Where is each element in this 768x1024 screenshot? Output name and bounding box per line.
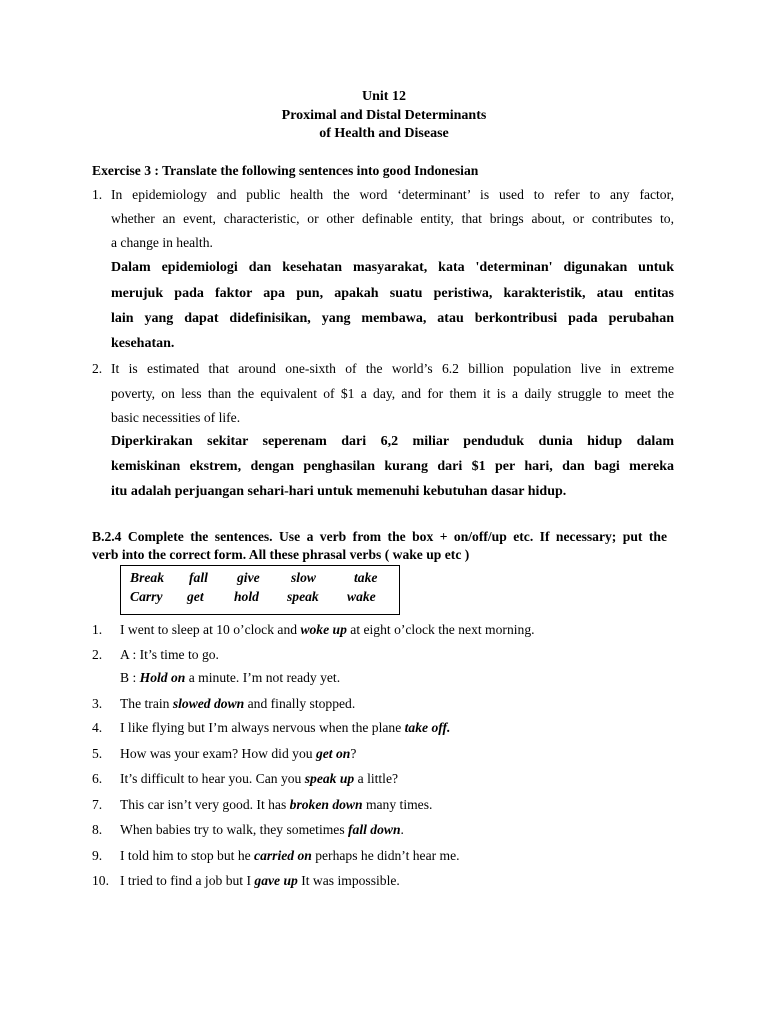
phrasal-verb-answer: speak up	[304, 771, 355, 786]
b24-item-number: 1.	[92, 622, 103, 637]
exercise3-en-line: poverty, on less than the equivalent of $1 a day, and for them it is a daily struggle to meet the	[111, 386, 674, 401]
sentence-text: I like flying but I’m always nervous when the plane	[120, 720, 405, 735]
exercise3-translation-line: kemiskinan ekstrem, dengan penghasilan kurang dari $1 per hari, dan bagi mereka	[111, 459, 674, 474]
verb-box-word: give	[237, 570, 260, 585]
b24-item-number: 2.	[92, 647, 103, 662]
exercise3-en-line: It is estimated that around one-sixth of the world’s 6.2 billion population live in extreme	[111, 361, 674, 376]
phrasal-verb-answer: carried on	[254, 848, 312, 863]
sentence-text: perhaps he didn’t hear me.	[311, 848, 460, 863]
sentence-text: I told him to stop but he	[120, 848, 255, 863]
sentence-text: a little?	[354, 771, 399, 786]
exercise3-en-line: In epidemiology and public health the word ‘determinant’ is used to refer to any factor,	[111, 187, 674, 202]
exercise3-en-line: whether an event, characteristic, or other definable entity, that brings about, or contributes to,	[111, 211, 674, 226]
b24-item-sentence	[120, 647, 219, 663]
b24-heading-line1: B.2.4 Complete the sentences. Use a verb from the box + on/off/up etc. If necessary; put the	[92, 529, 667, 544]
b24-item-sentence	[120, 848, 460, 864]
verb-box-word: get	[187, 589, 204, 604]
sentence-text: A : It’s time to go.	[120, 647, 219, 662]
phrasal-verb-answer: gave up	[254, 873, 298, 888]
page-title-line2: of Health and Disease	[319, 126, 449, 141]
sentence-text: at eight o’clock the next morning.	[346, 622, 535, 637]
sentence-text: The train	[120, 696, 173, 711]
sentence-text: When babies try to walk, they sometimes	[120, 822, 349, 837]
b24-item-number: 8.	[92, 822, 103, 837]
b24-heading-line2: verb into the correct form. All these phrasal verbs ( wake up etc )	[92, 547, 470, 562]
phrasal-verb-answer: slowed down	[172, 696, 245, 711]
sentence-text: It’s difficult to hear you. Can you	[120, 771, 305, 786]
sentence-text: many times.	[362, 797, 433, 812]
exercise3-translation-line: itu adalah perjuangan sehari-hari untuk memenuhi kebutuhan dasar hidup.	[111, 484, 567, 499]
b24-item-number: 4.	[92, 720, 103, 735]
b24-item-sentence	[120, 670, 340, 686]
phrasal-verb-answer: broken down	[289, 797, 363, 812]
phrasal-verb-answer: Hold on	[139, 670, 186, 685]
verb-box-word: speak	[287, 589, 319, 604]
exercise3-item-number: 2.	[92, 361, 103, 376]
b24-item-sentence	[120, 822, 404, 838]
phrasal-verb-answer: woke up	[300, 622, 347, 637]
exercise3-translation-line: lain yang dapat didefinisikan, yang membawa, atau berkontribusi pada perubahan	[111, 311, 674, 326]
sentence-text: B :	[120, 670, 140, 685]
exercise3-translation-line: merujuk pada faktor apa pun, apakah suatu peristiwa, karakteristik, atau entitas	[111, 286, 674, 301]
unit-label: Unit 12	[362, 89, 406, 104]
exercise3-en-line: a change in health.	[111, 235, 213, 250]
sentence-text: ?	[350, 746, 357, 761]
phrasal-verb-answer: get on	[315, 746, 351, 761]
sentence-text: .	[400, 822, 404, 837]
b24-item-sentence	[120, 746, 356, 762]
exercise3-translation-line: Diperkirakan sekitar seperenam dari 6,2 miliar penduduk dunia hidup dalam	[111, 434, 674, 449]
b24-item-number: 7.	[92, 797, 103, 812]
b24-item-sentence	[120, 797, 432, 813]
b24-item-number: 9.	[92, 848, 103, 863]
verb-box-word: fall	[189, 570, 208, 585]
b24-item-number: 3.	[92, 696, 103, 711]
exercise3-translation-line: kesehatan.	[111, 336, 175, 351]
verb-box-word: Carry	[130, 589, 163, 604]
sentence-text: It was impossible.	[297, 873, 400, 888]
b24-item-number: 5.	[92, 746, 103, 761]
b24-item-sentence	[120, 696, 355, 712]
exercise3-heading: Exercise 3 : Translate the following sentences into good Indonesian	[92, 163, 479, 178]
verb-box-word: slow	[291, 570, 316, 585]
b24-item-sentence	[120, 771, 398, 787]
b24-item-sentence	[120, 622, 535, 638]
verb-box-word: wake	[347, 589, 376, 604]
b24-item-sentence	[120, 720, 450, 736]
sentence-text: I went to sleep at 10 o’clock and	[120, 622, 301, 637]
phrasal-verb-answer: fall down	[348, 822, 401, 837]
phrasal-verb-answer: take off.	[404, 720, 451, 735]
sentence-text: I tried to find a job but I	[120, 873, 255, 888]
verb-box-word: Break	[130, 570, 164, 585]
sentence-text: How was your exam? How did you	[120, 746, 316, 761]
sentence-text: and finally stopped.	[244, 696, 356, 711]
exercise3-en-line: basic necessities of life.	[111, 410, 241, 425]
sentence-text: a minute. I’m not ready yet.	[185, 670, 341, 685]
verb-box-word: take	[354, 570, 378, 585]
verb-box	[120, 565, 400, 615]
sentence-text: This car isn’t very good. It has	[120, 797, 290, 812]
verb-box-word: hold	[234, 589, 259, 604]
b24-item-number: 10.	[92, 873, 109, 888]
page-title-line1: Proximal and Distal Determinants	[281, 108, 487, 123]
exercise3-item-number: 1.	[92, 187, 103, 202]
b24-item-number: 6.	[92, 771, 103, 786]
b24-item-sentence	[120, 873, 400, 889]
exercise3-translation-line: Dalam epidemiologi dan kesehatan masyarakat, kata 'determinan' digunakan untuk	[111, 260, 674, 275]
